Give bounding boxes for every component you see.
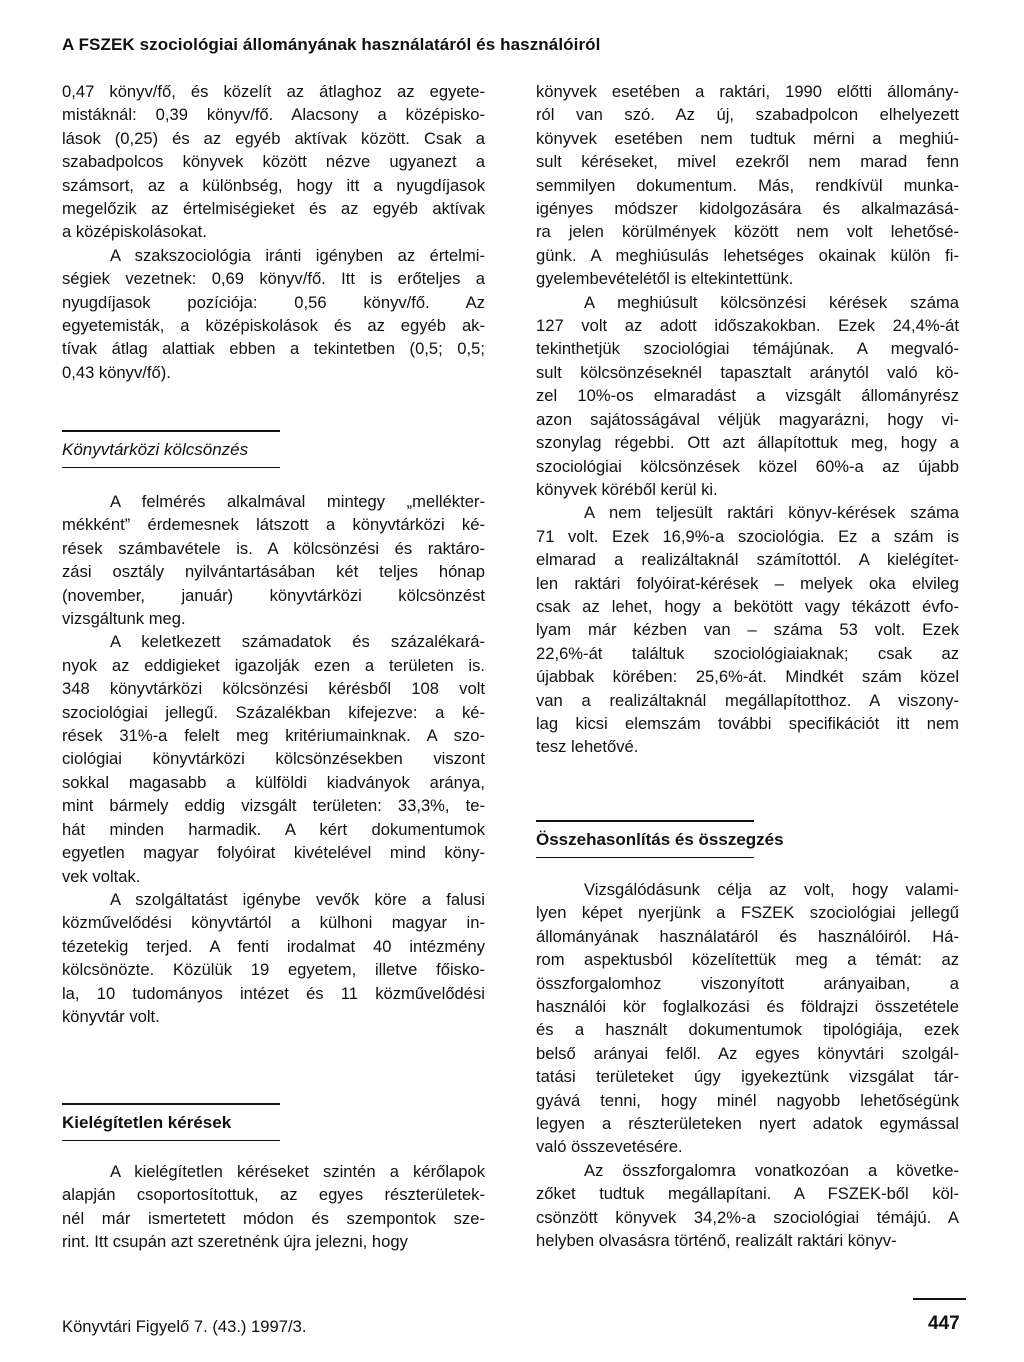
text-line: azon sajátosságával véljük magyarázni, hogy vi- (536, 409, 959, 429)
page-number-rule (913, 1298, 966, 1300)
right-column (536, 80, 959, 759)
text-line: könyvek esetében a raktári, 1990 előtti állomány- (536, 82, 959, 101)
text-line: hát minden harmadik. A kért dokumentumok (62, 819, 485, 839)
text-line: sult kölcsönzéseknél tapasztalt aránytól való kö- (536, 362, 959, 382)
heading-underline (62, 1140, 280, 1141)
text-line: nyugdíjasok pozíciója: 0,56 könyv/fő. Az (62, 292, 485, 312)
text-line: sult kéréseket, mivel ezekről nem marad fenn (536, 152, 959, 172)
text-line: legyen a részterületeken nyert adatok egymással (536, 1114, 959, 1134)
section-heading-unsatisfied-requests (62, 1103, 280, 1141)
text-line: helyben olvasásra történő, realizált raktári könyv- (536, 1231, 897, 1251)
section-title: Összehasonlítás és összegzés (536, 830, 784, 849)
text-line: könyvek esetében nem tudtuk mérni a meghiú- (536, 128, 959, 148)
right-column-part2 (536, 878, 959, 1253)
text-line: belső arányai felől. Az egyes könyvtári szolgál- (536, 1043, 959, 1063)
heading-rule (62, 1103, 280, 1105)
left-column (62, 80, 485, 384)
text-line: könyvek köréből kerül ki. (536, 479, 718, 499)
text-line: szociológiai jellegű. Százalékban kifejezve: a ké- (62, 702, 485, 722)
text-line: 127 volt az adott időszakokban. Ezek 24,4%-át (536, 316, 959, 336)
text-line: igényes módszer kidolgozására és alkalmazásá- (536, 199, 959, 219)
text-line: való összevetésére. (536, 1137, 683, 1157)
page-number: 447 (928, 1313, 960, 1334)
running-title: A FSZEK szociológiai állományának használatáról és használóiról (62, 35, 601, 54)
text-line: szociológiai kölcsönzések közel 60%-a az újabb (536, 456, 959, 476)
text-line: ra jelen körülmények között nem volt lehetősé- (536, 222, 959, 242)
paragraph (62, 888, 485, 1028)
paragraph (536, 1159, 959, 1253)
text-line: la, 10 tudományos intézet és 11 közművelődési (62, 983, 485, 1003)
text-line: közművelődési könyvtártól a külhoni magyar in- (62, 913, 485, 933)
paragraph (62, 490, 485, 630)
text-line: zőket tudtuk megállapítani. A FSZEK-ből köl- (536, 1184, 959, 1204)
text-line: gyelembevételétől is eltekintettünk. (536, 269, 794, 289)
text-line: A szakszociológia iránti igényben az értelmi- (110, 245, 485, 265)
paragraph (62, 80, 485, 244)
text-line: zel 10%-os elmaradást a vizsgált állományrész (536, 386, 959, 406)
text-line: A kielégítetlen kéréseket szintén a kérőlapok (110, 1162, 485, 1181)
text-line: tekinthetjük szociológiai témájúnak. A megvaló- (536, 339, 959, 359)
text-line: csönzött könyvek 34,2%-a szociológiai témájú. A (536, 1207, 959, 1227)
text-line: könyvtár volt. (62, 1006, 160, 1026)
text-line: 0,47 könyv/fő, és közelít az átlaghoz az egyete- (62, 82, 485, 101)
text-line: (november, január) könyvtárközi kölcsönzést (62, 585, 485, 605)
section-heading-comparison-summary (536, 820, 784, 858)
text-line: tesz lehetővé. (536, 737, 639, 757)
text-line: tívak átlag alattiak ebben a tekintetben (0,5; 0,5; (62, 339, 485, 359)
text-line: A nem teljesült raktári könyv-kérések száma (584, 503, 959, 523)
paragraph (536, 501, 959, 758)
text-line: gyává tenni, hogy minél nagyobb lehetőségünk (536, 1090, 959, 1110)
text-line: alapján csoportosítottuk, az egyes részterületek- (62, 1185, 485, 1205)
heading-rule (62, 430, 280, 432)
heading-underline (536, 857, 754, 858)
text-line: a középiskolásokat. (62, 222, 207, 242)
paragraph (62, 244, 485, 384)
text-line: csak az lehet, hogy a bekötött vagy tékázott évfo- (536, 596, 959, 616)
text-line: semmilyen dokumentum. Más, rendkívül munka- (536, 175, 959, 195)
text-line: mint bármely eddig vizsgált területen: 33,3%, te- (62, 796, 485, 816)
text-line: sokkal magasabb a külföldi kiadványok aránya, (62, 772, 485, 792)
text-line: lások (0,25) és az egyéb aktívak között. Csak a (62, 128, 485, 148)
text-line: tézetekig terjed. A fenti irodalmat 40 intézmény (62, 936, 485, 956)
text-line: van a realizáltaknál megállapítotthoz. A viszony- (536, 690, 959, 710)
left-column-part2 (62, 490, 485, 1028)
text-line: len raktári folyóirat-kérések – melyek oka elvileg (536, 573, 959, 593)
text-line: elmarad a realizáltaknál számítottól. A kielégítet- (536, 550, 959, 570)
text-line: rint. Itt csupán azt szeretnénk újra jelezni, hogy (62, 1232, 408, 1252)
text-line: nyok az eddigieket igazolják ezen a területen is. (62, 655, 485, 675)
text-line: rések 31%-a felelt meg kritériumainknak. A szo- (62, 726, 485, 746)
text-line: összforgalomhoz viszonyított arányaiban, a (536, 973, 959, 993)
text-line: rom aspektusból közelítettük meg a témát: az (536, 950, 959, 970)
paragraph (536, 80, 959, 291)
paragraph (536, 878, 959, 1159)
text-line: lag kicsi elemszám további specifikációt itt nem (536, 713, 959, 733)
text-line: 71 volt. Ezek 16,9%-a szociológia. Ez a szám is (536, 526, 959, 546)
text-line: vizsgáltunk meg. (62, 609, 186, 629)
text-line: szonylag régebbi. Ott azt állapítottuk meg, hogy a (536, 433, 959, 453)
section-title: Könyvtárközi kölcsönzés (62, 440, 249, 459)
text-line: egyetlen magyar folyóirat kivételével mind köny- (62, 843, 485, 863)
section-heading-interlibrary-loan (62, 430, 280, 468)
text-line: 348 könyvtárközi kölcsönzési kérésből 108 volt (62, 679, 485, 699)
journal-citation: Könyvtári Figyelő 7. (43.) 1997/3. (62, 1317, 307, 1336)
paragraph (62, 1160, 485, 1254)
heading-rule (536, 820, 754, 822)
text-line: A meghiúsult kölcsönzési kérések száma (584, 292, 959, 312)
text-line: mistáknál: 0,39 könyv/fő. Alacsony a középisko- (62, 105, 485, 125)
text-line: lyen képet nyerjünk a FSZEK szociológiai jellegű (536, 903, 959, 923)
text-line: lyam már kézben van – száma 53 volt. Ezek (536, 620, 959, 640)
text-line: és a használt dokumentumok tipológiája, ezek (536, 1020, 959, 1040)
text-line: 22,6%-át találtuk szociológiaiaknak; csak az (536, 643, 959, 663)
text-line: A felmérés alkalmával mintegy „mellékter- (110, 492, 485, 511)
text-line: günk. A meghiúsulás lehetséges okainak külön fi- (536, 245, 959, 265)
paragraph (536, 291, 959, 502)
text-line: zási osztály nyilvántartásában két teljes hónap (62, 562, 485, 582)
text-line: A keletkezett számadatok és százalékará- (110, 632, 485, 652)
left-column-part3 (62, 1160, 485, 1254)
text-line: mékként” érdemesnek látszott a könyvtárközi ké- (62, 515, 485, 535)
text-line: állományának használatáról és használóiról. Há- (536, 926, 959, 946)
text-line: tatási területeket úgy igyekeztünk vizsgálat tár- (536, 1067, 959, 1087)
text-line: A szolgáltatást igénybe vevők köre a falusi (110, 889, 485, 909)
paragraph (62, 630, 485, 887)
section-title: Kielégítetlen kérések (62, 1113, 232, 1132)
text-line: nél már ismertetett módon és szempontok sze- (62, 1208, 485, 1228)
text-line: szabadpolcos könyvek között nézve ugyanezt a (62, 152, 485, 172)
text-line: egyetemisták, a középiskolások és az egyéb ak- (62, 316, 485, 336)
text-line: kölcsönözte. Közülük 19 egyetem, illetve főisko- (62, 960, 485, 980)
text-line: számsort, az a különbség, hogy itt a nyugdíjasok (62, 175, 485, 195)
text-line: Az összforgalomra vonatkozóan a követke- (584, 1160, 959, 1180)
heading-underline (62, 467, 280, 468)
text-line: ségiek vezetnek: 0,69 könyv/fő. Itt is erőteljes a (62, 269, 485, 289)
text-line: Vizsgálódásunk célja az volt, hogy valami- (584, 880, 959, 899)
text-line: használói kör foglalkozási és földrajzi összetétele (536, 997, 959, 1017)
text-line: rések számbavétele is. A kölcsönzési és raktáro- (62, 538, 485, 558)
text-line: ciológiai könyvtárközi kölcsönzésekben viszont (62, 749, 485, 769)
text-line: újabbak körében: 25,6%-át. Mindkét szám közel (536, 667, 959, 687)
text-line: megelőzik az értelmiségieket és az egyéb aktívak (62, 199, 485, 219)
text-line: 0,43 könyv/fő). (62, 362, 171, 382)
text-line: vek voltak. (62, 866, 141, 886)
text-line: ról van szó. Az új, szabadpolcon elhelyezett (536, 105, 959, 125)
